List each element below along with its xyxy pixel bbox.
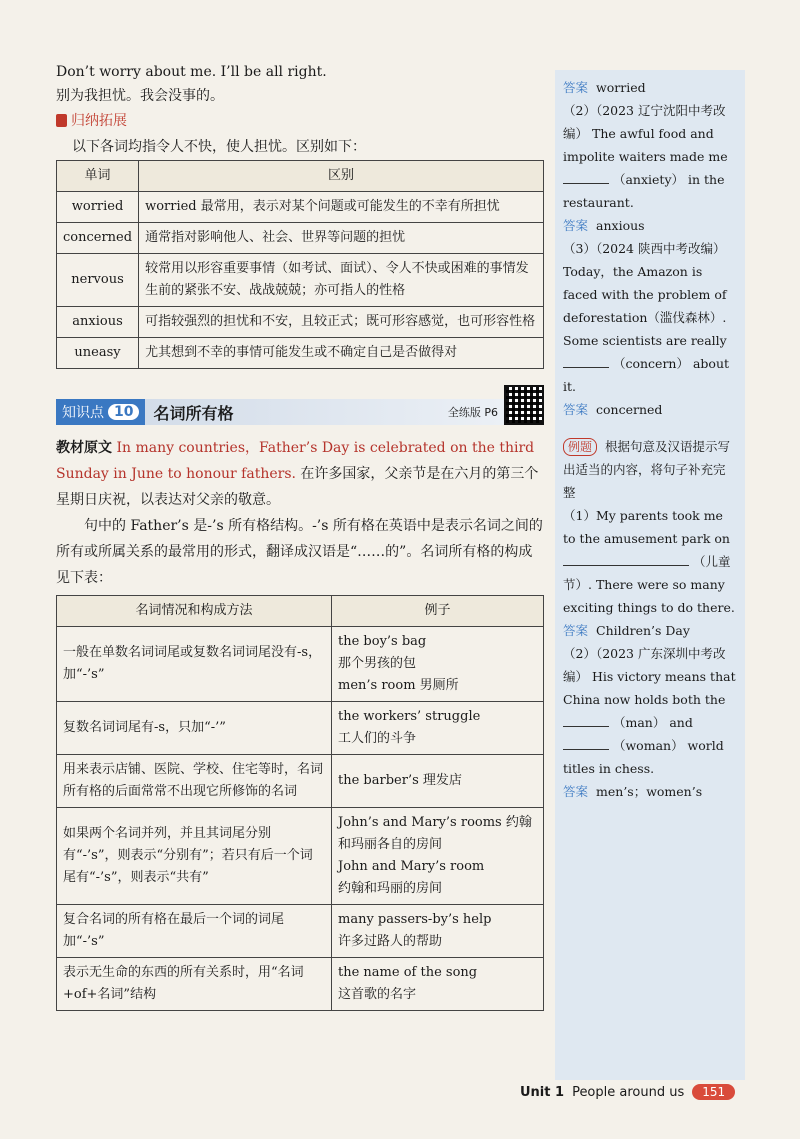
table-row bbox=[57, 223, 544, 254]
table-row bbox=[57, 958, 544, 1011]
table-row bbox=[57, 338, 544, 369]
example-sentence-en: Don’t worry about me. I’ll be all right. bbox=[56, 64, 327, 80]
example-answer-1 bbox=[563, 619, 737, 642]
source-english: In many countries，Father’s Day is celebrated on the third Sunday in June to honour fathers. bbox=[56, 440, 535, 482]
table-row bbox=[57, 627, 544, 702]
example-sentence-zh: 别为我担忧。我会没事的。 bbox=[56, 88, 224, 104]
question-body: （concern） about it. bbox=[563, 356, 730, 394]
page-footer bbox=[520, 1084, 735, 1100]
answer-text: Children’s Day bbox=[596, 623, 690, 638]
table-cell-word: nervous bbox=[57, 254, 139, 307]
table-cell-desc: worried 最常用，表示对某个问题或可能发生的不幸有所担忧 bbox=[139, 192, 544, 223]
side-column bbox=[555, 70, 745, 1080]
table-row bbox=[57, 808, 544, 905]
example-cell: the name of the song 这首歌的名字 bbox=[332, 958, 544, 1011]
footer-unit: Unit 1 bbox=[520, 1084, 565, 1100]
example-cell: the barber’s 理发店 bbox=[332, 755, 544, 808]
kp-number: 10 bbox=[108, 404, 139, 420]
rule-cell: 表示无生命的东西的所有关系时，用“名词+of+名词”结构 bbox=[57, 958, 332, 1011]
source-label: 教材原文 bbox=[56, 440, 112, 456]
table-row bbox=[57, 755, 544, 808]
example-cell: the boy’s bag 那个男孩的包 men’s room 男厕所 bbox=[332, 627, 544, 702]
answer-label: 答案 bbox=[563, 218, 589, 233]
source-chinese: 在许多国家，父亲节是在六月的第三个星期日庆祝，以表达对父亲的敬意。 bbox=[56, 466, 539, 508]
table-header: 单词 bbox=[57, 161, 139, 192]
word-difference-table bbox=[56, 160, 544, 369]
kp-label: 知识点 bbox=[62, 405, 104, 421]
answer-label: 答案 bbox=[563, 784, 589, 799]
table-header: 区别 bbox=[139, 161, 544, 192]
main-column bbox=[56, 60, 544, 1011]
expand-tag-label: 归纳拓展 bbox=[71, 113, 127, 129]
answer-blank bbox=[563, 367, 609, 368]
table-cell-desc: 通常指对影响他人、社会、世界等问题的担忧 bbox=[139, 223, 544, 254]
table-row bbox=[57, 307, 544, 338]
question-body: （woman） world titles in chess. bbox=[563, 738, 724, 776]
question-head: （3）（2024 陕西中考改编） bbox=[563, 241, 726, 256]
knowledge-point-badge bbox=[56, 399, 145, 425]
example-question-1 bbox=[563, 504, 737, 619]
rule-cell: 用来表示店铺、医院、学校、住宅等时，名词所有格的后面常常不出现它所修饰的名词 bbox=[57, 755, 332, 808]
question-body: （anxiety） in the restaurant. bbox=[563, 172, 725, 210]
answer-blank bbox=[563, 183, 609, 184]
answer-blank bbox=[563, 565, 689, 566]
answer-3 bbox=[563, 398, 737, 421]
source-paragraph bbox=[56, 435, 544, 513]
table-cell-desc: 可指较强烈的担忧和不安，且较正式；既可形容感觉，也可形容性格 bbox=[139, 307, 544, 338]
table-cell-desc: 尤其想到不幸的事情可能发生或不确定自己是否做得对 bbox=[139, 338, 544, 369]
table-cell-word: concerned bbox=[57, 223, 139, 254]
example-block bbox=[563, 435, 737, 504]
example-cell: John’s and Mary’s rooms 约翰和玛丽各自的房间 John and Mary’s room 约翰和玛丽的房间 bbox=[332, 808, 544, 905]
possessive-table bbox=[56, 595, 544, 1011]
table-cell-word: uneasy bbox=[57, 338, 139, 369]
question-body: His victory means that China now holds both the bbox=[563, 669, 736, 707]
expand-tag bbox=[56, 110, 127, 130]
table-row bbox=[57, 702, 544, 755]
answer-text: concerned bbox=[596, 402, 663, 417]
table-row bbox=[57, 905, 544, 958]
table-cell-word: worried bbox=[57, 192, 139, 223]
answer-text: men’s；women’s bbox=[596, 784, 703, 799]
answer-text: worried bbox=[596, 80, 646, 95]
tag-icon bbox=[56, 114, 67, 127]
example-label: 例题 bbox=[563, 438, 597, 456]
question-head: （2）（2023 广东深圳中考改编） bbox=[563, 646, 726, 684]
answer-label: 答案 bbox=[563, 80, 589, 95]
example-intro: 根据句意及汉语提示写出适当的内容，将句子补充完整 bbox=[563, 439, 731, 500]
knowledge-point-bar bbox=[56, 399, 544, 425]
question-body: （儿童节）. There were so many exciting things to do there. bbox=[563, 554, 735, 615]
example-answer-2 bbox=[563, 780, 737, 803]
answer-label: 答案 bbox=[563, 623, 589, 638]
rule-cell: 如果两个名词并列，并且其词尾分别有“-’s”，则表示“分别有”；若只有后一个词尾有“-’s”，则表示“共有” bbox=[57, 808, 332, 905]
answer-1 bbox=[563, 76, 737, 99]
table-row bbox=[57, 254, 544, 307]
page-number: 151 bbox=[692, 1084, 735, 1100]
section-title: 名词所有格 bbox=[153, 403, 234, 423]
example-cell: many passers-by’s help 许多过路人的帮助 bbox=[332, 905, 544, 958]
example-cell: the workers’ struggle 工人们的斗争 bbox=[332, 702, 544, 755]
expand-intro: 以下各词均指令人不快，使人担忧。区别如下： bbox=[72, 139, 366, 155]
table-row bbox=[57, 192, 544, 223]
table-header-row bbox=[57, 596, 544, 627]
rule-cell: 复数名词词尾有-s，只加“-’” bbox=[57, 702, 332, 755]
question-head: （2）（2023 辽宁沈阳中考改编） bbox=[563, 103, 726, 141]
question-body: （1）My parents took me to the amusement park on bbox=[563, 508, 730, 546]
answer-label: 答案 bbox=[563, 402, 589, 417]
question-body: （man） and bbox=[612, 715, 693, 730]
example-question-2 bbox=[563, 642, 737, 780]
section-ref: 全练版 P6 bbox=[447, 406, 498, 419]
answer-blank bbox=[563, 749, 609, 750]
question-body: Today，the Amazon is faced with the problem of deforestation（滥伐森林）. Some scientists are really bbox=[563, 264, 727, 348]
table-cell-desc: 较常用以形容重要事情（如考试、面试）、令人不快或困难的事情发生前的紧张不安、战战兢兢；亦可指人的性格 bbox=[139, 254, 544, 307]
answer-2 bbox=[563, 214, 737, 237]
question-2 bbox=[563, 99, 737, 214]
table-header: 名词情况和构成方法 bbox=[57, 596, 332, 627]
explanation-paragraph: 句中的 Father’s 是-’s 所有格结构。-’s 所有格在英语中是表示名词之间的所有或所属关系的最常用的形式，翻译成汉语是“……的”。名词所有格的构成见下表： bbox=[56, 518, 543, 586]
rule-cell: 复合名词的所有格在最后一个词的词尾加“-’s” bbox=[57, 905, 332, 958]
qr-code-icon bbox=[504, 385, 544, 425]
table-cell-word: anxious bbox=[57, 307, 139, 338]
rule-cell: 一般在单数名词词尾或复数名词词尾没有-s，加“-’s” bbox=[57, 627, 332, 702]
question-body: The awful food and impolite waiters made me bbox=[563, 126, 728, 164]
answer-text: anxious bbox=[596, 218, 645, 233]
question-3 bbox=[563, 237, 737, 398]
table-header: 例子 bbox=[332, 596, 544, 627]
footer-title: People around us bbox=[572, 1084, 685, 1100]
table-header-row bbox=[57, 161, 544, 192]
answer-blank bbox=[563, 726, 609, 727]
